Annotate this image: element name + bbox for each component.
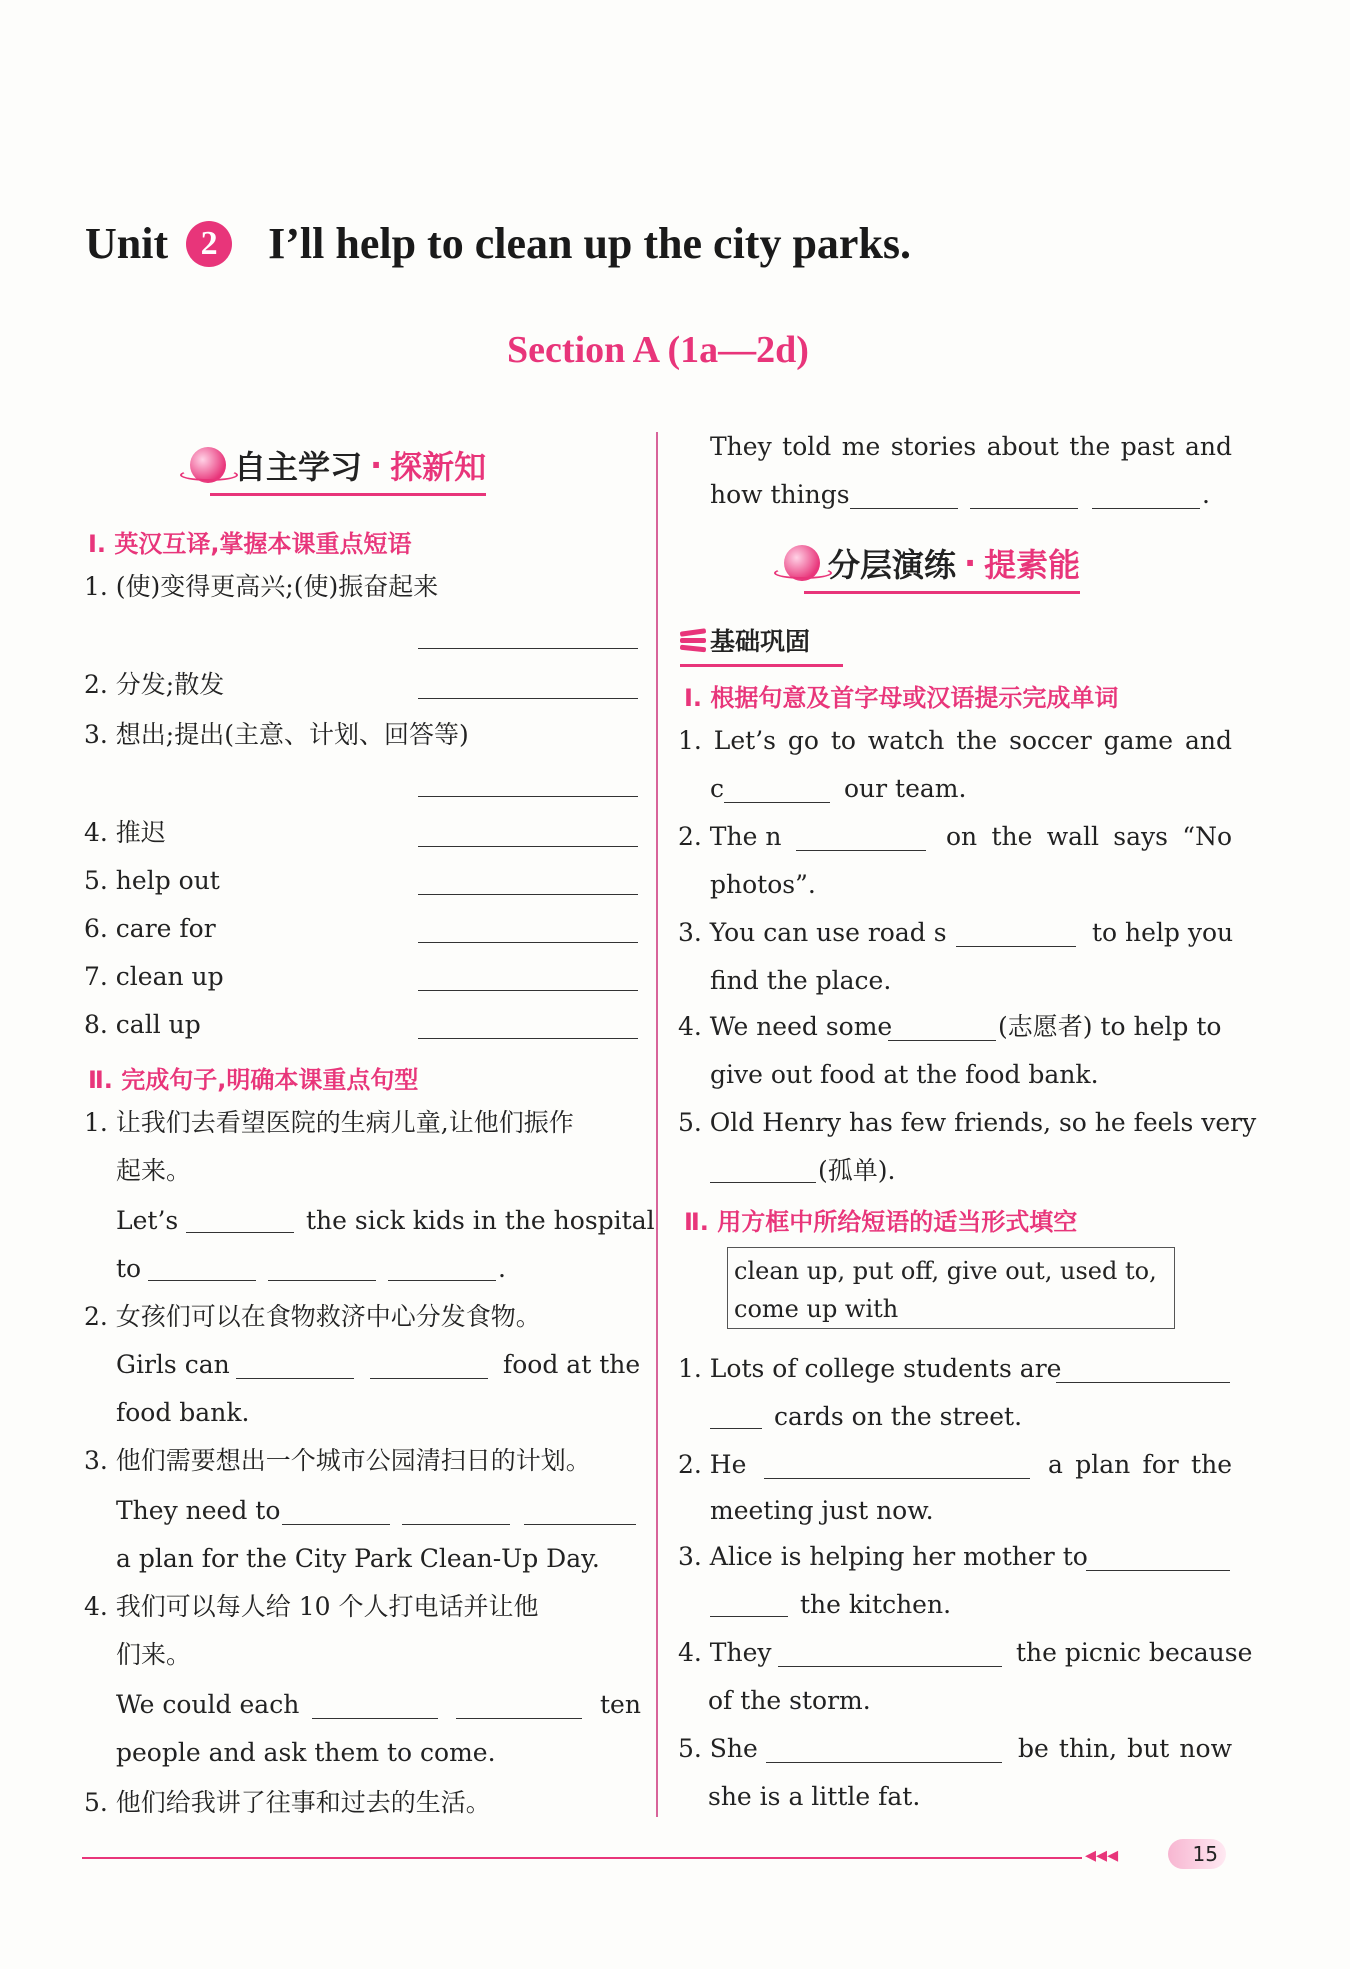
- planet-icon: [784, 545, 820, 581]
- answer-blank[interactable]: [236, 1378, 354, 1379]
- left-p2-q1-cn-a: 1. 让我们去看望医院的生病儿童,让他们振作: [84, 1108, 574, 1137]
- left-p2-q1-en-a2: the sick kids in the hospital: [306, 1206, 655, 1235]
- left-p2-q3-en-a: They need to: [116, 1496, 281, 1525]
- right-p2-q5-b: she is a little fat.: [708, 1782, 921, 1811]
- answer-blank[interactable]: [888, 1040, 996, 1041]
- right-p2-q1-b: cards on the street.: [774, 1402, 1023, 1431]
- left-banner: [190, 442, 486, 488]
- right-q5-cont-b1: how things: [710, 480, 850, 509]
- left-part1-heading: Ⅰ. 英汉互译,掌握本课重点短语: [88, 530, 412, 558]
- right-p2-q3-a: 3. Alice is helping her mother to: [678, 1542, 1088, 1571]
- right-p2-q4-b: of the storm.: [708, 1686, 871, 1715]
- answer-blank[interactable]: [764, 1478, 1030, 1479]
- right-q5-cont-b2: .: [1202, 480, 1210, 509]
- unit-number-badge: 2: [186, 221, 232, 267]
- answer-blank[interactable]: [312, 1718, 438, 1719]
- sub-heading-label: 基础巩固: [710, 627, 811, 656]
- phrase-box: [727, 1247, 1175, 1329]
- left-p1-item-2: 2. 分发;散发: [84, 670, 225, 699]
- banner-part2: 提素能: [984, 546, 1081, 584]
- right-p2-q2-a1: 2. He: [678, 1450, 747, 1479]
- left-p1-item-1: 1. (使)变得更高兴;(使)振奋起来: [84, 572, 439, 601]
- right-p2-q2-b: meeting just now.: [710, 1496, 934, 1525]
- unit-title-text: I’ll help to clean up the city parks.: [268, 219, 912, 268]
- answer-blank[interactable]: [766, 1762, 1002, 1763]
- answer-blank[interactable]: [1092, 508, 1200, 509]
- right-p2-q1-a: 1. Lots of college students are: [678, 1354, 1062, 1383]
- answer-blank[interactable]: [268, 1280, 376, 1281]
- answer-blank[interactable]: [1086, 1570, 1230, 1571]
- right-p1-q3-b: find the place.: [710, 966, 892, 995]
- answer-blank[interactable]: [418, 648, 638, 649]
- answer-blank[interactable]: [282, 1524, 390, 1525]
- left-p2-q4-en-b: people and ask them to come.: [116, 1738, 496, 1767]
- right-p2-q2-a2: a plan for the: [1048, 1450, 1232, 1479]
- right-p1-q3-a2: to help you: [1092, 918, 1234, 947]
- banner-part1: 分层演练: [828, 546, 957, 584]
- answer-blank[interactable]: [524, 1524, 636, 1525]
- answer-blank[interactable]: [418, 698, 638, 699]
- right-p1-q2-a2: on the wall says “No: [946, 822, 1232, 851]
- arrows-icon: ◂◂◂: [1085, 1843, 1119, 1868]
- answer-blank[interactable]: [710, 1428, 762, 1429]
- answer-blank[interactable]: [724, 802, 830, 803]
- right-p1-q2-b: photos”.: [710, 870, 816, 899]
- left-p1-item-3: 3. 想出;提出(主意、计划、回答等): [84, 720, 469, 749]
- left-p1-item-7: 7. clean up: [84, 962, 224, 991]
- left-p2-q3-en-b: a plan for the City Park Clean-Up Day.: [116, 1544, 600, 1573]
- left-p2-q1-cn-b: 起来。: [116, 1156, 192, 1185]
- right-p2-q5-a1: 5. She: [678, 1734, 758, 1763]
- answer-blank[interactable]: [710, 1182, 816, 1183]
- answer-blank[interactable]: [370, 1378, 488, 1379]
- right-p1-q1-a: 1. Let’s go to watch the soccer game and: [678, 726, 1232, 755]
- left-p2-q2-cn: 2. 女孩们可以在食物救济中心分发食物。: [84, 1302, 541, 1331]
- banner-dot: ·: [370, 446, 383, 484]
- right-p1-q5-b: (孤单).: [818, 1156, 896, 1185]
- answer-blank[interactable]: [418, 796, 638, 797]
- left-p2-q1-en-b2: .: [498, 1254, 506, 1283]
- right-p1-q4-a1: 4. We need some: [678, 1012, 893, 1041]
- answer-blank[interactable]: [1056, 1382, 1230, 1383]
- unit-word: Unit: [85, 219, 169, 268]
- right-p2-q4-a1: 4. They: [678, 1638, 772, 1667]
- right-p1-q1-b2: our team.: [844, 774, 967, 803]
- right-part1-heading: Ⅰ. 根据句意及首字母或汉语提示完成单词: [684, 684, 1119, 712]
- left-p2-q1-en-b1: to: [116, 1254, 142, 1283]
- left-p1-item-6: 6. care for: [84, 914, 216, 943]
- left-p2-q4-cn-b: 们来。: [116, 1640, 192, 1669]
- left-p2-q4-en-a1: We could each: [116, 1690, 300, 1719]
- phrase-box-line2: come up with: [734, 1295, 899, 1323]
- left-p2-q3-cn: 3. 他们需要想出一个城市公园清扫日的计划。: [84, 1446, 591, 1475]
- planet-icon: [190, 447, 226, 483]
- right-p1-q3-a1: 3. You can use road s: [678, 918, 947, 947]
- right-p1-q4-b: give out food at the food bank.: [710, 1060, 1099, 1089]
- left-p1-item-8: 8. call up: [84, 1010, 201, 1039]
- answer-blank[interactable]: [956, 946, 1076, 947]
- sub-heading: [680, 622, 843, 667]
- banner-part1: 自主学习: [234, 448, 363, 486]
- column-divider: [656, 432, 658, 1817]
- page-number: 15: [1168, 1839, 1226, 1869]
- answer-blank[interactable]: [418, 1038, 638, 1039]
- right-part2-heading: Ⅱ. 用方框中所给短语的适当形式填空: [684, 1208, 1078, 1236]
- phrase-box-line1: clean up, put off, give out, used to,: [734, 1257, 1157, 1285]
- left-p2-q2-en-b: food bank.: [116, 1398, 250, 1427]
- left-p2-q1-en-a1: Let’s: [116, 1206, 179, 1235]
- answer-blank[interactable]: [418, 846, 638, 847]
- right-q5-cont-a: They told me stories about the past and: [710, 432, 1232, 461]
- left-p2-q2-en-a1: Girls can: [116, 1350, 230, 1379]
- answer-blank[interactable]: [418, 942, 638, 943]
- answer-blank[interactable]: [418, 990, 638, 991]
- answer-blank[interactable]: [796, 850, 926, 851]
- left-p2-q2-en-a2: food at the: [503, 1350, 641, 1379]
- answer-blank[interactable]: [186, 1232, 294, 1233]
- answer-blank[interactable]: [388, 1280, 496, 1281]
- answer-blank[interactable]: [148, 1280, 256, 1281]
- right-p1-q2-a1: 2. The n: [678, 822, 782, 851]
- answer-blank[interactable]: [402, 1524, 510, 1525]
- answer-blank[interactable]: [710, 1616, 788, 1617]
- answer-blank[interactable]: [850, 508, 958, 509]
- left-p1-item-4: 4. 推迟: [84, 818, 166, 847]
- right-p1-q4-a2: (志愿者) to help to: [998, 1012, 1222, 1041]
- right-p2-q3-b: the kitchen.: [800, 1590, 952, 1619]
- right-p1-q5-a: 5. Old Henry has few friends, so he feels very: [678, 1108, 1257, 1137]
- section-title: Section A (1a—2d): [507, 329, 809, 371]
- banner-part2: 探新知: [390, 448, 487, 486]
- left-p2-q4-en-a2: ten: [600, 1690, 641, 1719]
- left-p1-item-5: 5. help out: [84, 866, 220, 895]
- answer-blank[interactable]: [456, 1718, 582, 1719]
- books-icon: [680, 628, 706, 652]
- banner-dot: ·: [964, 544, 977, 582]
- footer-line: [82, 1857, 1082, 1859]
- answer-blank[interactable]: [418, 894, 638, 895]
- left-p2-q4-cn-a: 4. 我们可以每人给 10 个人打电话并让他: [84, 1592, 539, 1621]
- right-banner: [784, 540, 1080, 586]
- left-part2-heading: Ⅱ. 完成句子,明确本课重点句型: [88, 1066, 419, 1094]
- answer-blank[interactable]: [970, 508, 1078, 509]
- right-p2-q5-a2: be thin, but now: [1018, 1734, 1232, 1763]
- right-p1-q1-b1: c: [710, 774, 725, 803]
- right-p2-q4-a2: the picnic because: [1016, 1638, 1253, 1667]
- unit-title: [85, 218, 911, 269]
- answer-blank[interactable]: [778, 1666, 1002, 1667]
- left-p2-q5-cn: 5. 他们给我讲了往事和过去的生活。: [84, 1788, 491, 1817]
